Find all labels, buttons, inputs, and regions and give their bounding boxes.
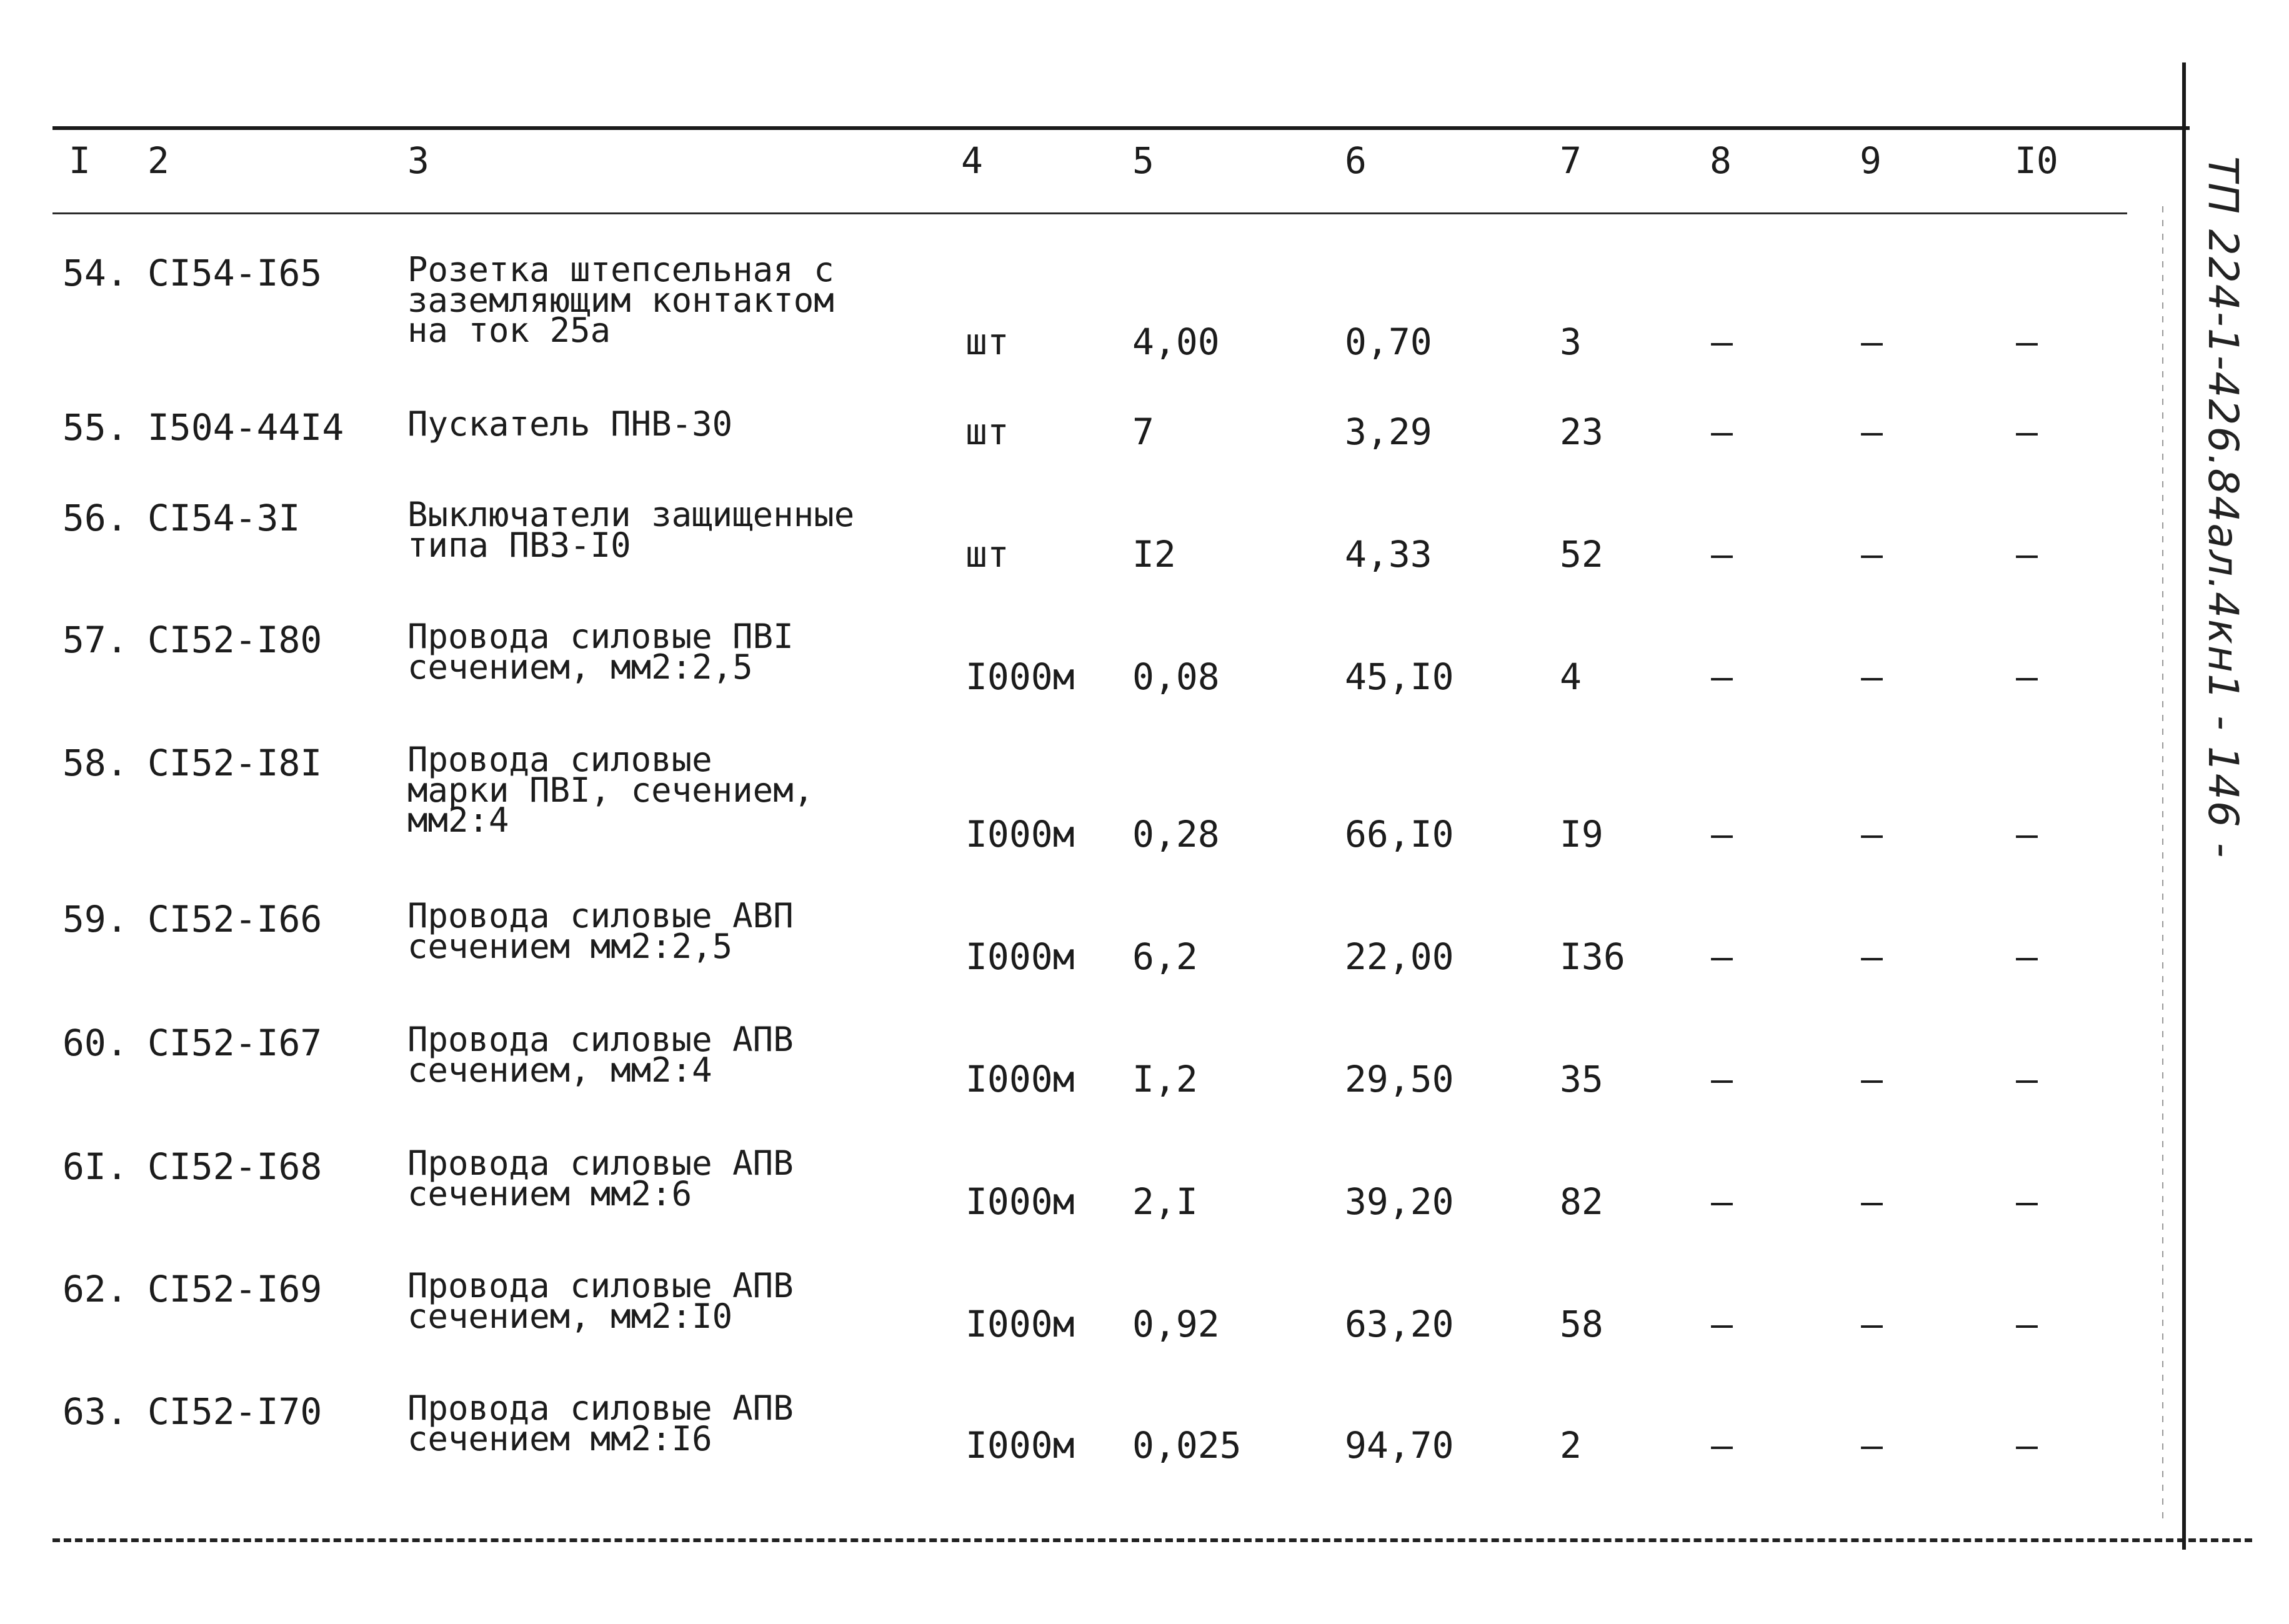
- col10-cell: –: [2016, 1180, 2038, 1223]
- row-description: Провода силовые АПВ сечением мм2:6: [407, 1143, 794, 1213]
- col10-cell: –: [2016, 533, 2038, 575]
- col7-cell: 52: [1560, 533, 1603, 575]
- col7-cell: 58: [1560, 1303, 1603, 1345]
- row-number: 59.: [62, 898, 128, 940]
- col10-cell: –: [2016, 1058, 2038, 1100]
- col9-cell: –: [1861, 321, 1883, 363]
- row-code: CI54-3I: [147, 497, 301, 539]
- unit-cell: I000м: [965, 935, 1075, 978]
- col5-cell: 0,28: [1132, 813, 1220, 855]
- row-description: Выключатели защищенные типа ПВЗ-I0: [407, 495, 855, 565]
- row-description: Пускатель ПНВ-30: [407, 404, 733, 444]
- faint-column-line: [2162, 206, 2163, 1518]
- row-code: CI52-I68: [147, 1145, 322, 1188]
- col6-cell: 94,70: [1345, 1424, 1454, 1467]
- unit-cell: I000м: [965, 813, 1075, 855]
- row-number: 54.: [62, 252, 128, 294]
- row-code: CI52-I66: [147, 898, 322, 940]
- unit-cell: I000м: [965, 1303, 1075, 1345]
- row-description: Провода силовые АПВ сечением мм2:I6: [407, 1388, 794, 1458]
- row-code: CI52-I67: [147, 1022, 322, 1064]
- col8-cell: –: [1711, 1424, 1733, 1467]
- col9-cell: –: [1861, 1058, 1883, 1100]
- unit-cell: I000м: [965, 1058, 1075, 1100]
- col6-cell: 4,33: [1345, 533, 1432, 575]
- row-description: Провода силовые марки ПВI, сечением, мм2:4: [407, 740, 814, 840]
- side-stamp-text: ТП 224-1-426.84ал.4кн1 - 146 -: [2199, 156, 2247, 859]
- col8-cell: –: [1711, 813, 1733, 855]
- header-col-3: 3: [407, 139, 429, 182]
- row-description: Провода силовые АПВ сечением, мм2:I0: [407, 1266, 794, 1336]
- row-number: 6I.: [62, 1145, 128, 1188]
- col9-cell: –: [1861, 411, 1883, 453]
- header-col-5: 5: [1132, 139, 1154, 182]
- col6-cell: 66,I0: [1345, 813, 1454, 855]
- col9-cell: –: [1861, 1180, 1883, 1223]
- row-code: I504-44I4: [147, 406, 344, 449]
- col7-cell: I36: [1560, 935, 1625, 978]
- top-rule: [52, 126, 2190, 130]
- row-code: CI52-I80: [147, 619, 322, 661]
- unit-cell: I000м: [965, 1424, 1075, 1467]
- col7-cell: 2: [1560, 1424, 1582, 1467]
- col7-cell: 23: [1560, 411, 1603, 453]
- right-border-line: [2182, 62, 2186, 1550]
- col9-cell: –: [1861, 1303, 1883, 1345]
- side-stamp: [2192, 156, 2255, 931]
- unit-cell: шт: [965, 411, 1009, 453]
- col7-cell: 35: [1560, 1058, 1603, 1100]
- col6-cell: 45,I0: [1345, 655, 1454, 698]
- col9-cell: –: [1861, 813, 1883, 855]
- header-rule: [52, 212, 2127, 214]
- header-col-4: 4: [961, 139, 983, 182]
- col6-cell: 3,29: [1345, 411, 1432, 453]
- header-col-1: I: [69, 139, 91, 182]
- col5-cell: I2: [1132, 533, 1176, 575]
- col10-cell: –: [2016, 1424, 2038, 1467]
- row-number: 57.: [62, 619, 128, 661]
- col9-cell: –: [1861, 655, 1883, 698]
- row-number: 56.: [62, 497, 128, 539]
- row-code: CI52-I69: [147, 1268, 322, 1310]
- header-col-8: 8: [1710, 139, 1732, 182]
- col8-cell: –: [1711, 411, 1733, 453]
- row-code: CI52-I8I: [147, 742, 322, 784]
- col8-cell: –: [1711, 1303, 1733, 1345]
- col10-cell: –: [2016, 935, 2038, 978]
- row-code: CI54-I65: [147, 252, 322, 294]
- unit-cell: I000м: [965, 1180, 1075, 1223]
- col10-cell: –: [2016, 321, 2038, 363]
- col7-cell: 82: [1560, 1180, 1603, 1223]
- col8-cell: –: [1711, 1180, 1733, 1223]
- col8-cell: –: [1711, 321, 1733, 363]
- col6-cell: 0,70: [1345, 321, 1432, 363]
- col5-cell: 4,00: [1132, 321, 1220, 363]
- bottom-dashed-rule: [52, 1538, 2252, 1542]
- unit-cell: шт: [965, 533, 1009, 575]
- col6-cell: 39,20: [1345, 1180, 1454, 1223]
- col8-cell: –: [1711, 1058, 1733, 1100]
- col5-cell: 0,025: [1132, 1424, 1242, 1467]
- row-number: 62.: [62, 1268, 128, 1310]
- col8-cell: –: [1711, 533, 1733, 575]
- header-col-2: 2: [147, 139, 169, 182]
- row-description: Провода силовые АВП сечением мм2:2,5: [407, 896, 794, 966]
- col6-cell: 29,50: [1345, 1058, 1454, 1100]
- row-number: 63.: [62, 1390, 128, 1433]
- col10-cell: –: [2016, 813, 2038, 855]
- header-col-9: 9: [1860, 139, 1882, 182]
- unit-cell: I000м: [965, 655, 1075, 698]
- row-description: Провода силовые АПВ сечением, мм2:4: [407, 1020, 794, 1090]
- col10-cell: –: [2016, 655, 2038, 698]
- header-col-10: I0: [2015, 139, 2058, 182]
- col5-cell: I,2: [1132, 1058, 1198, 1100]
- col6-cell: 22,00: [1345, 935, 1454, 978]
- row-description: Розетка штепсельная с заземляющим контактом на ток 25а: [407, 250, 834, 351]
- unit-cell: шт: [965, 321, 1009, 363]
- col5-cell: 7: [1132, 411, 1154, 453]
- col7-cell: 4: [1560, 655, 1582, 698]
- col10-cell: –: [2016, 1303, 2038, 1345]
- header-col-7: 7: [1560, 139, 1582, 182]
- col5-cell: 0,92: [1132, 1303, 1220, 1345]
- col6-cell: 63,20: [1345, 1303, 1454, 1345]
- row-description: Провода силовые ПВI сечением, мм2:2,5: [407, 617, 794, 687]
- row-code: CI52-I70: [147, 1390, 322, 1433]
- col9-cell: –: [1861, 533, 1883, 575]
- row-number: 60.: [62, 1022, 128, 1064]
- col5-cell: 2,I: [1132, 1180, 1198, 1223]
- col7-cell: 3: [1560, 321, 1582, 363]
- col5-cell: 0,08: [1132, 655, 1220, 698]
- col8-cell: –: [1711, 935, 1733, 978]
- row-number: 55.: [62, 406, 128, 449]
- col5-cell: 6,2: [1132, 935, 1198, 978]
- col8-cell: –: [1711, 655, 1733, 698]
- col9-cell: –: [1861, 935, 1883, 978]
- col9-cell: –: [1861, 1424, 1883, 1467]
- row-number: 58.: [62, 742, 128, 784]
- header-col-6: 6: [1345, 139, 1367, 182]
- col7-cell: I9: [1560, 813, 1603, 855]
- col10-cell: –: [2016, 411, 2038, 453]
